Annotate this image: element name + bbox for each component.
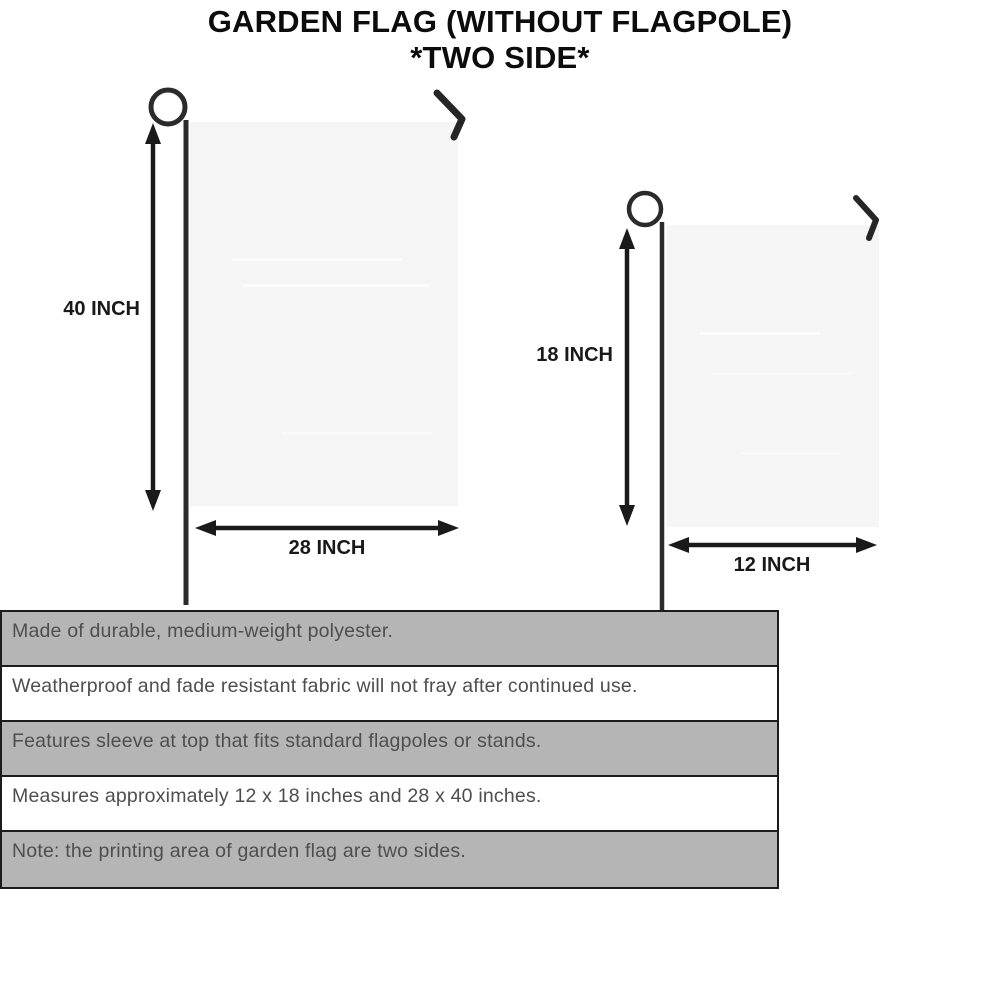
fabric-fold-streak <box>232 258 402 261</box>
flag-size-diagram <box>0 80 1000 610</box>
large-height-label: 40 INCH <box>63 298 140 320</box>
large-height-arrow <box>145 123 161 511</box>
page-subtitle: *TWO SIDE* <box>410 40 590 75</box>
large-flag-fabric <box>190 122 458 506</box>
fabric-fold-streak <box>740 452 840 455</box>
flag-diagram-canvas <box>0 80 1000 610</box>
large-width-label: 28 INCH <box>288 537 366 559</box>
feature-row-sleeve: Features sleeve at top that fits standard flagpoles or stands. <box>2 722 777 777</box>
arrow-left-head <box>668 537 689 553</box>
large-flagpole-loop <box>151 90 185 124</box>
feature-row-measures: Measures approximately 12 x 18 inches and 28 x 40 inches. <box>2 777 777 832</box>
fabric-fold-streak <box>700 332 820 335</box>
small-width-label: 12 INCH <box>733 554 811 576</box>
small-width-arrow <box>668 537 877 553</box>
features-table <box>0 610 779 889</box>
arrow-up-head <box>145 123 161 144</box>
large-width-arrow <box>195 520 459 536</box>
large-flag-group <box>63 90 462 605</box>
page-title: GARDEN FLAG (WITHOUT FLAGPOLE) <box>207 4 793 39</box>
feature-row-weatherproof: Weatherproof and fade resistant fabric will not fray after continued use. <box>2 667 777 722</box>
feature-row-material: Made of durable, medium-weight polyester. <box>2 612 777 667</box>
title-block <box>0 4 1000 76</box>
arrow-right-head <box>856 537 877 553</box>
small-height-arrow <box>619 228 635 526</box>
small-flag-group <box>536 193 879 610</box>
feature-row-note: Note: the printing area of garden flag are two sides. <box>2 832 777 887</box>
small-height-label: 18 INCH <box>536 344 613 366</box>
fabric-fold-streak <box>282 432 432 435</box>
arrow-up-head <box>619 228 635 249</box>
arrow-down-head <box>145 490 161 511</box>
small-flag-fabric <box>667 225 879 527</box>
fabric-fold-streak <box>242 284 430 287</box>
arrow-left-head <box>195 520 216 536</box>
small-flagpole-loop <box>629 193 661 225</box>
fabric-fold-streak <box>712 372 852 375</box>
arrow-right-head <box>438 520 459 536</box>
arrow-down-head <box>619 505 635 526</box>
